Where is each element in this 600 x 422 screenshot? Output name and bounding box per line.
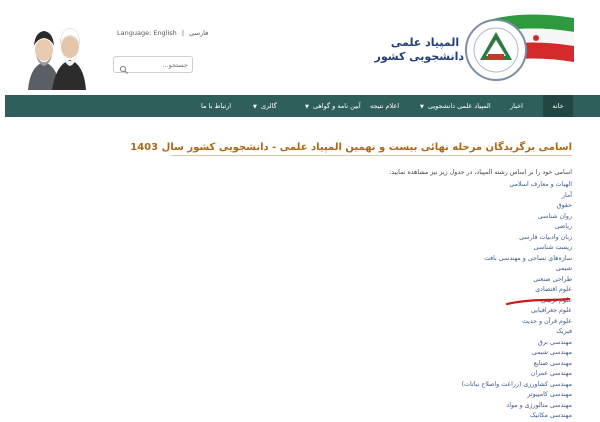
nav-item-home[interactable] <box>543 95 573 117</box>
leaders-portrait-image <box>24 22 86 90</box>
subject-link[interactable]: مهندسی برق <box>537 338 572 346</box>
nav-item-label: آیین نامه و گواهی <box>312 102 361 110</box>
site-header <box>0 0 600 95</box>
subject-link[interactable]: مهندسی صنایع <box>533 359 572 367</box>
nav-item-label: اخبار <box>510 102 523 110</box>
subject-link[interactable]: روان شناسی <box>537 212 572 220</box>
subject-link[interactable]: شیمی <box>555 265 572 272</box>
olympiad-logo-text <box>374 36 464 64</box>
subject-link[interactable]: فیزیک <box>556 328 572 335</box>
nav-item-olympiad[interactable] <box>420 95 491 117</box>
subject-link[interactable]: حقوق <box>556 202 572 209</box>
subject-link[interactable]: علوم جغرافیایی <box>531 307 572 314</box>
logo-line-2: دانشجویی کشور <box>374 50 464 63</box>
subject-link[interactable]: علوم تربیتی <box>540 296 572 304</box>
subject-link[interactable]: مهندسی مکانیک <box>529 412 572 419</box>
subject-link[interactable]: مهندسی شیمی <box>531 349 572 356</box>
subject-link[interactable]: ریاضی <box>554 223 572 230</box>
nav-item-label: المپیاد علمی دانشجویی <box>427 102 491 110</box>
subject-link[interactable]: سازه‌های نساجی و مهندسی بافت <box>483 254 572 262</box>
subject-link[interactable]: الهیات و معارف اسلامی <box>509 181 572 188</box>
nav-item-news[interactable] <box>510 95 523 117</box>
nav-item-label: خانه <box>552 102 564 110</box>
language-english-link[interactable]: Language: English <box>117 29 177 37</box>
subject-link[interactable]: زبان وادبیات فارسی <box>519 233 572 241</box>
nav-item-regulations[interactable] <box>305 95 361 117</box>
subject-link[interactable]: علوم اقتصادی <box>535 286 572 293</box>
nav-item-label: ارتباط با ما <box>201 102 232 110</box>
subject-link[interactable]: مهندسی کامپیوتر <box>527 391 572 398</box>
subject-link[interactable]: زیست شناسی <box>533 244 572 251</box>
search-input[interactable] <box>130 59 188 70</box>
nav-item-gallery[interactable] <box>253 95 277 117</box>
search-box[interactable] <box>113 56 193 73</box>
chevron-down-icon: ▼ <box>253 104 257 110</box>
nav-item-results[interactable] <box>370 95 399 117</box>
subject-link[interactable]: مهندسی کشاورزی (زراعت واصلاح نباتات) <box>461 380 572 388</box>
red-underline-annotation <box>505 292 571 302</box>
language-persian-link[interactable]: فارسی <box>189 29 209 37</box>
nav-item-label: گالری <box>260 102 277 110</box>
title-divider <box>171 155 572 156</box>
nav-item-label: اعلام نتیجه <box>370 102 400 110</box>
main-navigation <box>5 95 600 117</box>
subject-link[interactable]: علوم قرآن و حدیث <box>521 317 572 325</box>
language-separator: | <box>181 29 185 37</box>
intro-text: اسامی خود را بر اساس رشته المپیاد، در جدول زیر نیز مشاهده نمایید: <box>389 169 572 176</box>
subject-link[interactable]: مهندسی متالورژی و مواد <box>506 401 572 409</box>
language-switcher <box>117 29 211 37</box>
logo-line-1: المپیاد علمی <box>390 36 460 49</box>
subject-link[interactable]: آمار <box>561 191 572 199</box>
chevron-down-icon: ▼ <box>420 104 424 110</box>
chevron-down-icon: ▼ <box>305 104 309 110</box>
page-title: اسامی برگزیدگان مرحله نهائی بیست و نهمین المپیاد علمی - دانشجویی کشور سال 1403 <box>130 142 572 153</box>
main-content <box>0 117 600 419</box>
search-icon[interactable] <box>119 60 129 70</box>
nav-item-contact[interactable] <box>201 95 231 117</box>
subject-link[interactable]: طراحی صنعتی <box>533 275 572 283</box>
subject-link[interactable]: مهندسی عمران <box>530 370 572 377</box>
